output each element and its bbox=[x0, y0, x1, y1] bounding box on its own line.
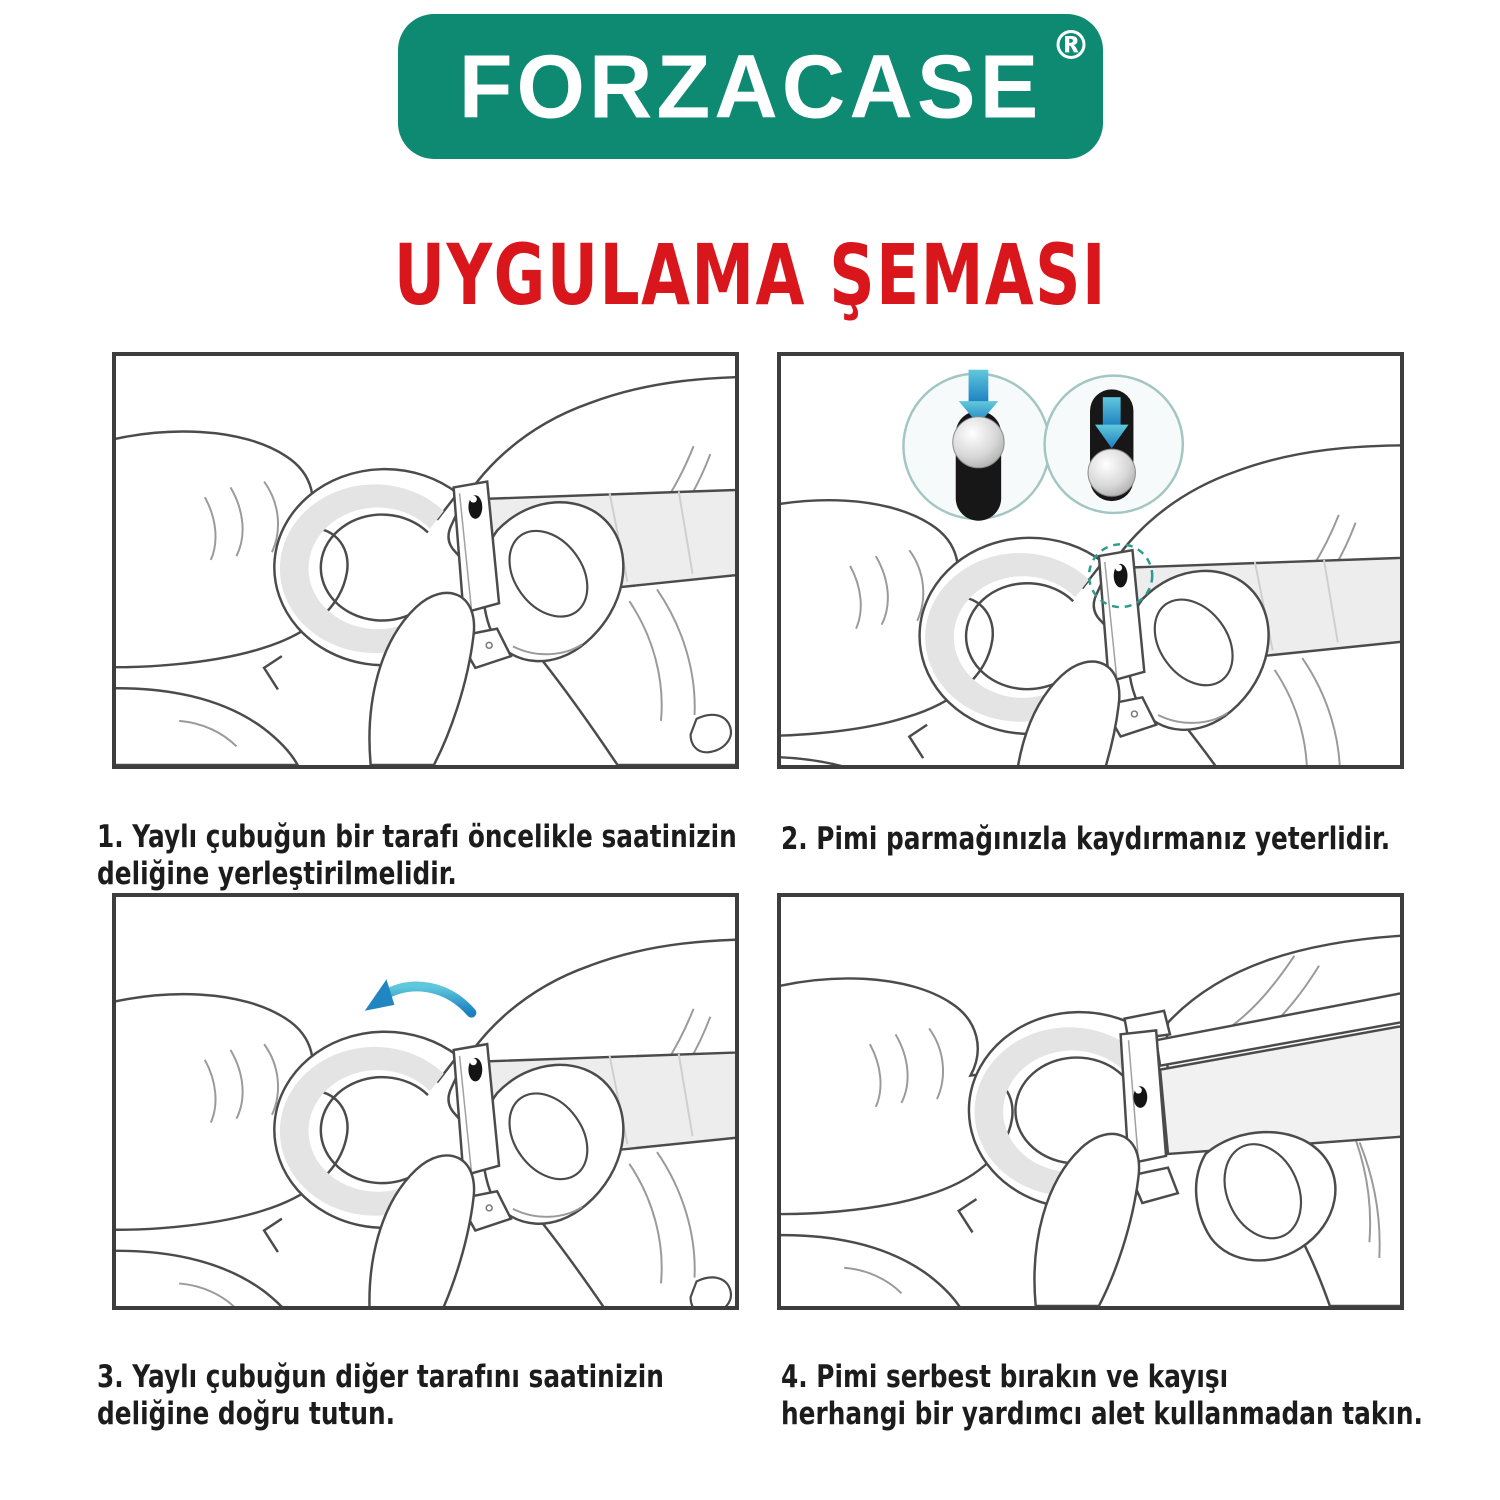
step4-illustration bbox=[781, 897, 1400, 1306]
caption-line: 4. Pimi serbest bırakın ve kayışı bbox=[781, 1359, 1229, 1395]
caption-line: 2. Pimi parmağınızla kaydırmanız yeterlidir. bbox=[781, 821, 1391, 857]
caption-line: herhangi bir yardımcı alet kullanmadan takın. bbox=[781, 1396, 1423, 1432]
step3-panel bbox=[112, 893, 739, 1310]
step4-caption bbox=[781, 1359, 1423, 1433]
pin-ball-icon bbox=[953, 417, 1004, 468]
caption-line: 3. Yaylı çubuğun diğer tarafını saatinizin bbox=[97, 1359, 664, 1395]
curved-arrow-icon bbox=[365, 979, 472, 1012]
step3-caption bbox=[97, 1359, 664, 1433]
step3-illustration bbox=[116, 897, 735, 1306]
step4-panel bbox=[777, 893, 1404, 1310]
step1-illustration bbox=[116, 356, 735, 765]
step2-illustration bbox=[781, 356, 1400, 765]
page-title-wrap bbox=[0, 226, 1500, 324]
brand-logo bbox=[398, 14, 1103, 159]
pin-slider-inset-bottom bbox=[1045, 376, 1183, 513]
registered-trademark-icon: ® bbox=[1051, 23, 1091, 69]
page-title: UYGULAMA ŞEMASI bbox=[393, 226, 1107, 324]
pin-ball-icon bbox=[1088, 449, 1135, 496]
step2-panel bbox=[777, 352, 1404, 769]
brand-name: FORZACASE bbox=[458, 35, 1043, 137]
pin-slider-inset-top bbox=[903, 370, 1049, 521]
step2-caption bbox=[781, 821, 1390, 858]
step1-caption bbox=[97, 819, 737, 893]
caption-line: 1. Yaylı çubuğun bir tarafı öncelikle saatinizin bbox=[97, 819, 737, 855]
caption-line: deliğine doğru tutun. bbox=[97, 1396, 396, 1432]
caption-line: deliğine yerleştirilmelidir. bbox=[97, 856, 457, 892]
step1-panel bbox=[112, 352, 739, 769]
